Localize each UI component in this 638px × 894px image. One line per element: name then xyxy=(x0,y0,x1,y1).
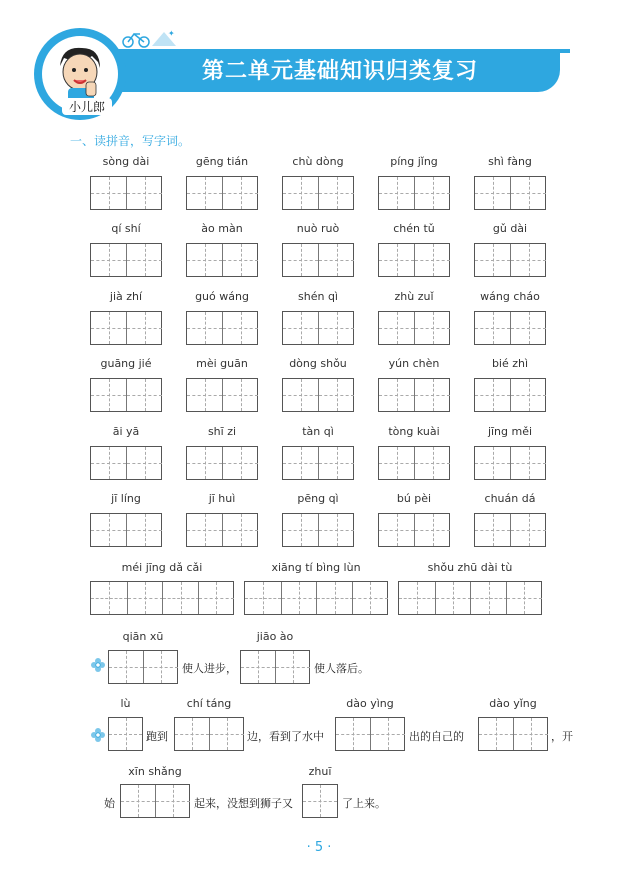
char-cell[interactable] xyxy=(506,582,543,614)
pinyin-label: zhù zuǐ xyxy=(394,290,434,303)
pinyin-label: mèi guān xyxy=(196,357,248,370)
answer-box[interactable] xyxy=(186,446,258,480)
char-cell[interactable] xyxy=(91,447,126,479)
char-cell[interactable] xyxy=(510,244,546,276)
char-cell[interactable] xyxy=(283,514,318,546)
char-cell[interactable] xyxy=(91,379,126,411)
char-cell[interactable] xyxy=(187,514,222,546)
mascot-name: 小儿郎 xyxy=(62,98,112,115)
section-title: 一、读拼音，写字词。 xyxy=(70,134,191,148)
flower-icon xyxy=(90,657,106,673)
char-cell[interactable] xyxy=(318,177,354,209)
char-cell[interactable] xyxy=(91,312,126,344)
char-cell[interactable] xyxy=(187,447,222,479)
pinyin-label: ào màn xyxy=(201,222,243,235)
char-cell[interactable] xyxy=(352,582,389,614)
sentence-text: 边，看到了水中 xyxy=(247,730,324,743)
char-cell[interactable] xyxy=(379,447,414,479)
char-cell[interactable] xyxy=(475,244,510,276)
char-cell[interactable] xyxy=(475,177,510,209)
char-cell[interactable] xyxy=(475,447,510,479)
answer-box[interactable] xyxy=(335,717,405,751)
pinyin-label: méi jīng dǎ cǎi xyxy=(121,561,203,574)
char-cell[interactable] xyxy=(283,447,318,479)
answer-box[interactable] xyxy=(90,513,162,547)
char-cell[interactable] xyxy=(414,379,450,411)
pinyin-label: shǒu zhū dài tù xyxy=(427,561,513,574)
answer-box[interactable] xyxy=(474,446,546,480)
pinyin-label: píng jǐng xyxy=(390,155,438,168)
pinyin-label: guāng jié xyxy=(100,357,152,370)
char-cell[interactable] xyxy=(127,582,164,614)
pinyin-label: āi yā xyxy=(112,425,140,438)
answer-box[interactable] xyxy=(186,243,258,277)
sentence-text: 始 xyxy=(104,797,115,810)
char-cell[interactable] xyxy=(187,379,222,411)
char-cell[interactable] xyxy=(91,514,126,546)
pinyin-label: qí shí xyxy=(111,222,141,235)
char-cell[interactable] xyxy=(379,312,414,344)
pinyin-label: jīng měi xyxy=(487,425,533,438)
sentence-text: 了上来。 xyxy=(342,797,386,810)
char-cell[interactable] xyxy=(399,582,435,614)
answer-box[interactable] xyxy=(240,650,310,684)
char-cell[interactable] xyxy=(435,582,472,614)
char-cell[interactable] xyxy=(222,379,258,411)
answer-box[interactable] xyxy=(186,311,258,345)
pinyin-label: yún chèn xyxy=(388,357,440,370)
pinyin-label: gēng tián xyxy=(195,155,249,168)
pinyin-label: shén qì xyxy=(298,290,338,303)
char-cell[interactable] xyxy=(126,514,162,546)
answer-box[interactable] xyxy=(186,176,258,210)
char-cell[interactable] xyxy=(245,582,281,614)
char-cell[interactable] xyxy=(91,244,126,276)
char-cell[interactable] xyxy=(379,379,414,411)
pinyin-label: shī zi xyxy=(207,425,237,438)
char-cell[interactable] xyxy=(109,651,143,683)
char-cell[interactable] xyxy=(379,177,414,209)
char-cell[interactable] xyxy=(187,177,222,209)
sentence-text: 出的自己的 xyxy=(409,730,464,743)
answer-box[interactable] xyxy=(474,311,546,345)
char-cell[interactable] xyxy=(187,244,222,276)
char-cell[interactable] xyxy=(510,312,546,344)
answer-box[interactable] xyxy=(474,176,546,210)
pinyin-label: dòng shǒu xyxy=(289,357,347,370)
char-cell[interactable] xyxy=(222,514,258,546)
answer-box[interactable] xyxy=(474,243,546,277)
char-cell[interactable] xyxy=(222,447,258,479)
answer-box[interactable] xyxy=(90,581,234,615)
char-cell[interactable] xyxy=(126,177,162,209)
svg-text:✦: ✦ xyxy=(168,29,175,38)
answer-box[interactable] xyxy=(282,176,354,210)
char-cell[interactable] xyxy=(283,177,318,209)
char-cell[interactable] xyxy=(479,718,513,750)
answer-box[interactable] xyxy=(90,243,162,277)
char-cell[interactable] xyxy=(318,244,354,276)
answer-box[interactable] xyxy=(282,446,354,480)
char-cell[interactable] xyxy=(318,312,354,344)
pinyin-label: jià zhí xyxy=(109,290,143,303)
answer-box[interactable] xyxy=(282,513,354,547)
answer-box[interactable] xyxy=(186,513,258,547)
answer-box[interactable] xyxy=(398,581,542,615)
pinyin-label: tàn qì xyxy=(302,425,334,438)
pinyin-label: zhuī xyxy=(308,765,332,778)
char-cell[interactable] xyxy=(414,244,450,276)
pinyin-label: chù dòng xyxy=(292,155,344,168)
char-cell[interactable] xyxy=(475,379,510,411)
char-cell[interactable] xyxy=(275,651,310,683)
char-cell[interactable] xyxy=(155,785,190,817)
answer-box[interactable] xyxy=(90,176,162,210)
char-cell[interactable] xyxy=(510,514,546,546)
char-cell[interactable] xyxy=(475,514,510,546)
char-cell[interactable] xyxy=(379,514,414,546)
pinyin-label: jī líng xyxy=(111,492,141,505)
char-cell[interactable] xyxy=(318,447,354,479)
pinyin-label: bié zhì xyxy=(491,357,529,370)
char-cell[interactable] xyxy=(91,582,127,614)
pinyin-label: gǔ dài xyxy=(492,222,528,235)
pinyin-label: pēng qì xyxy=(297,492,339,505)
pinyin-label: nuò ruò xyxy=(296,222,340,235)
char-cell[interactable] xyxy=(370,718,405,750)
char-cell[interactable] xyxy=(510,177,546,209)
pinyin-label: jī huì xyxy=(208,492,236,505)
answer-box[interactable] xyxy=(90,311,162,345)
pinyin-label: dào yǐng xyxy=(489,697,537,710)
char-cell[interactable] xyxy=(414,177,450,209)
char-cell[interactable] xyxy=(318,514,354,546)
char-cell[interactable] xyxy=(198,582,235,614)
char-cell[interactable] xyxy=(126,379,162,411)
pinyin-label: guó wáng xyxy=(195,290,249,303)
char-cell[interactable] xyxy=(470,582,507,614)
char-cell[interactable] xyxy=(209,718,244,750)
sentence-text: 起来，没想到狮子又 xyxy=(194,797,293,810)
answer-box[interactable] xyxy=(378,446,450,480)
char-cell[interactable] xyxy=(379,244,414,276)
answer-box[interactable] xyxy=(186,378,258,412)
answer-box[interactable] xyxy=(478,717,548,751)
answer-box[interactable] xyxy=(378,243,450,277)
answer-box[interactable] xyxy=(174,717,244,751)
sentence-text: 使人进步， xyxy=(182,662,237,675)
char-cell[interactable] xyxy=(281,582,318,614)
char-cell[interactable] xyxy=(318,379,354,411)
pinyin-label: xiāng tí bìng lùn xyxy=(271,561,361,574)
answer-box[interactable] xyxy=(378,176,450,210)
sentence-text: 跑到 xyxy=(146,730,168,743)
char-cell[interactable] xyxy=(510,379,546,411)
char-cell[interactable] xyxy=(336,718,370,750)
char-cell[interactable] xyxy=(175,718,209,750)
answer-box[interactable] xyxy=(378,513,450,547)
answer-box[interactable] xyxy=(108,717,143,751)
char-cell[interactable] xyxy=(283,312,318,344)
sentence-text: ，开 xyxy=(551,730,573,743)
answer-box[interactable] xyxy=(282,243,354,277)
char-cell[interactable] xyxy=(510,447,546,479)
answer-box[interactable] xyxy=(244,581,388,615)
pinyin-label: tòng kuài xyxy=(388,425,440,438)
answer-box[interactable] xyxy=(120,784,190,818)
pinyin-label: lù xyxy=(120,697,131,710)
pinyin-label: dào yìng xyxy=(346,697,394,710)
char-cell[interactable] xyxy=(222,312,258,344)
char-cell[interactable] xyxy=(414,514,450,546)
pinyin-label: chuán dá xyxy=(484,492,536,505)
char-cell[interactable] xyxy=(513,718,548,750)
sentence-text: 使人落后。 xyxy=(314,662,369,675)
answer-box[interactable] xyxy=(378,378,450,412)
char-cell[interactable] xyxy=(241,651,275,683)
char-cell[interactable] xyxy=(126,312,162,344)
pinyin-label: qiān xū xyxy=(122,630,164,643)
char-cell[interactable] xyxy=(109,718,142,750)
header-decor-bike xyxy=(120,28,180,48)
char-cell[interactable] xyxy=(91,177,126,209)
pinyin-label: xīn shǎng xyxy=(128,765,182,778)
char-cell[interactable] xyxy=(414,312,450,344)
answer-box[interactable] xyxy=(90,446,162,480)
page-number: · 5 · xyxy=(306,840,332,855)
answer-box[interactable] xyxy=(108,650,178,684)
char-cell[interactable] xyxy=(316,582,353,614)
char-cell[interactable] xyxy=(283,379,318,411)
flower-icon xyxy=(90,727,106,743)
pinyin-label: wáng cháo xyxy=(480,290,540,303)
pinyin-label: jiāo ào xyxy=(256,630,294,643)
char-cell[interactable] xyxy=(143,651,178,683)
pinyin-label: shì fàng xyxy=(488,155,532,168)
char-cell[interactable] xyxy=(303,785,337,817)
pinyin-label: sòng dài xyxy=(102,155,150,168)
char-cell[interactable] xyxy=(222,177,258,209)
page-title: 第二单元基础知识归类复习 xyxy=(201,59,478,84)
answer-box[interactable] xyxy=(378,311,450,345)
char-cell[interactable] xyxy=(121,785,155,817)
pinyin-label: bú pèi xyxy=(396,492,432,505)
answer-box[interactable] xyxy=(282,311,354,345)
answer-box[interactable] xyxy=(302,784,338,818)
char-cell[interactable] xyxy=(414,447,450,479)
char-cell[interactable] xyxy=(126,447,162,479)
answer-box[interactable] xyxy=(474,378,546,412)
char-cell[interactable] xyxy=(475,312,510,344)
pinyin-label: chí táng xyxy=(186,697,232,710)
answer-box[interactable] xyxy=(282,378,354,412)
char-cell[interactable] xyxy=(283,244,318,276)
char-cell[interactable] xyxy=(126,244,162,276)
char-cell[interactable] xyxy=(222,244,258,276)
pinyin-label: chén tǔ xyxy=(393,222,435,235)
answer-box[interactable] xyxy=(90,378,162,412)
answer-box[interactable] xyxy=(474,513,546,547)
char-cell[interactable] xyxy=(162,582,199,614)
char-cell[interactable] xyxy=(187,312,222,344)
